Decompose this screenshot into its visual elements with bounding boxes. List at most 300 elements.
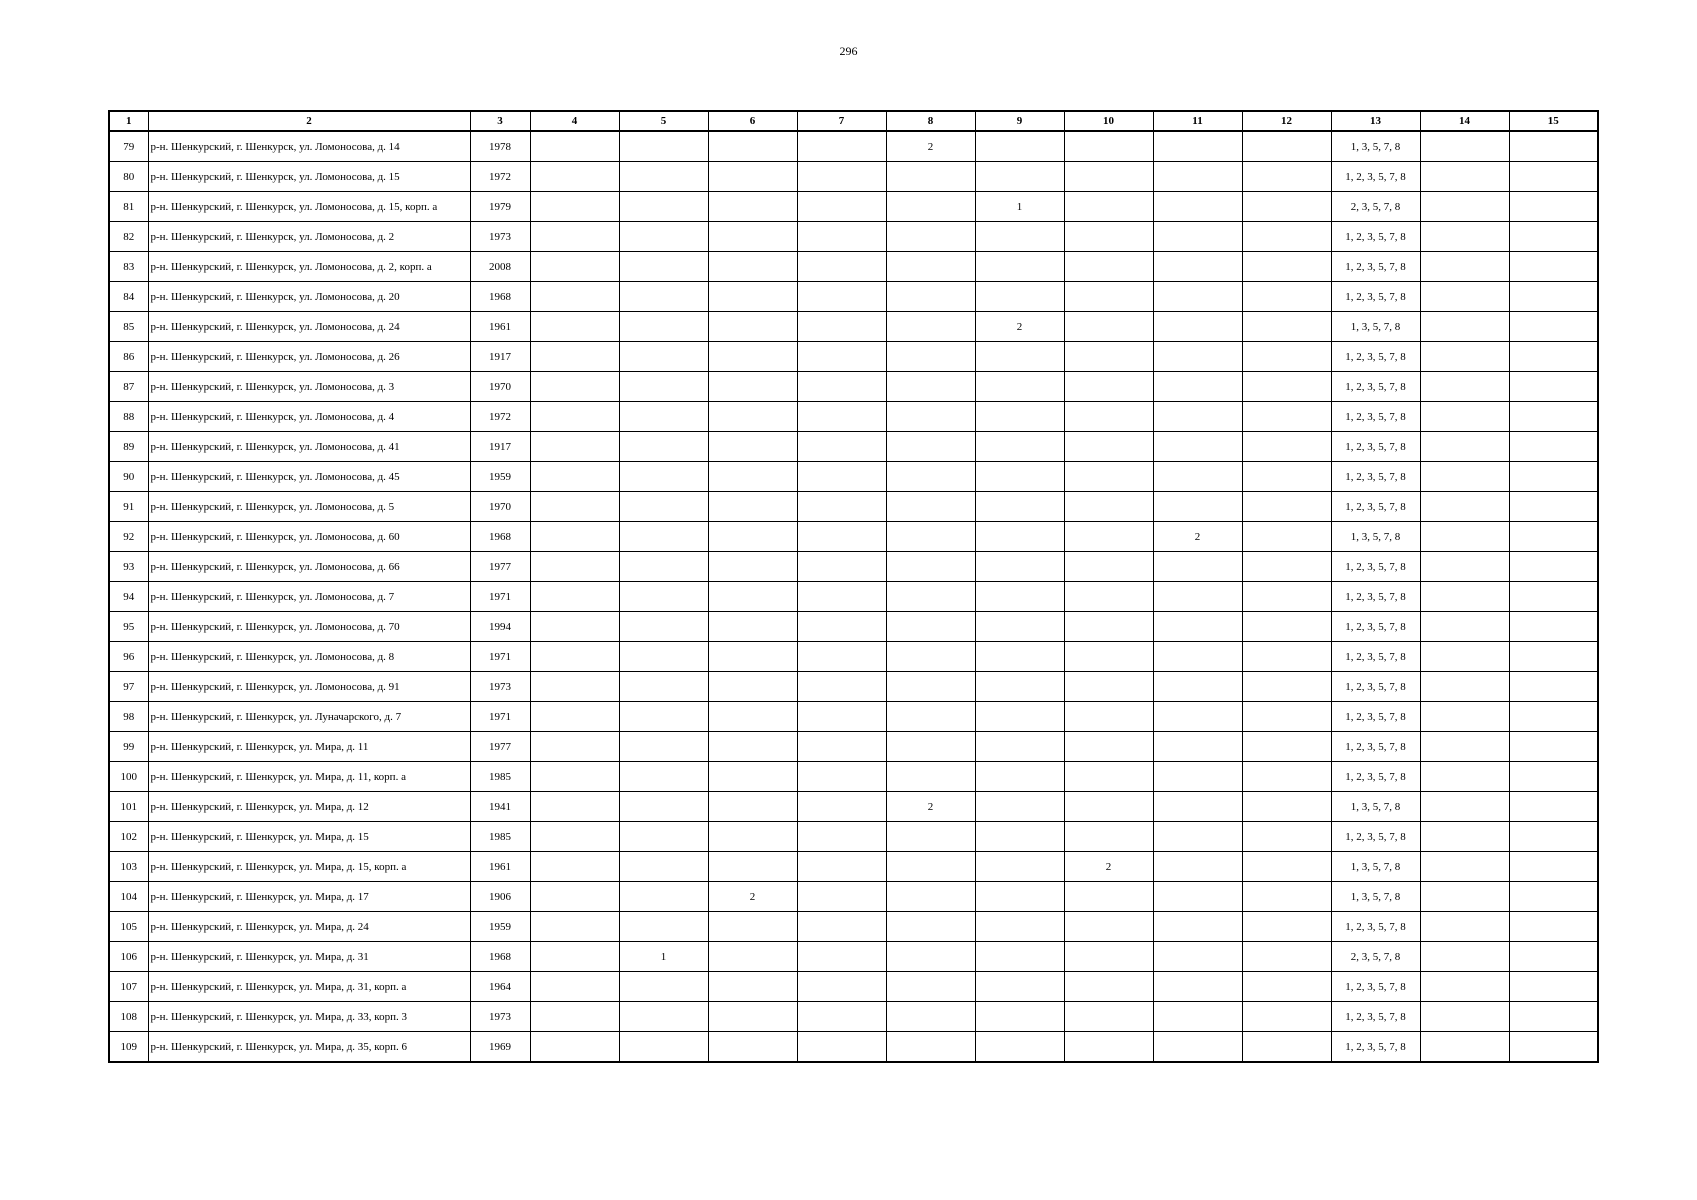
col-10-cell: [1064, 192, 1153, 222]
row-number-cell: 80: [109, 162, 148, 192]
col-12-cell: [1242, 672, 1331, 702]
col-15-cell: [1509, 942, 1598, 972]
col-11-cell: [1153, 162, 1242, 192]
col-14-cell: [1420, 402, 1509, 432]
col-15-cell: [1509, 432, 1598, 462]
col-13-cell: 1, 2, 3, 5, 7, 8: [1331, 762, 1420, 792]
address-cell: р-н. Шенкурский, г. Шенкурск, ул. Ломоносова, д. 4: [148, 402, 470, 432]
col-13-cell: 1, 2, 3, 5, 7, 8: [1331, 822, 1420, 852]
col-13-cell: 1, 2, 3, 5, 7, 8: [1331, 672, 1420, 702]
address-cell: р-н. Шенкурский, г. Шенкурск, ул. Ломоносова, д. 8: [148, 642, 470, 672]
column-header-13: 13: [1331, 111, 1420, 131]
col-4-cell: [530, 522, 619, 552]
col-4-cell: [530, 372, 619, 402]
column-header-7: 7: [797, 111, 886, 131]
col-6-cell: [708, 582, 797, 612]
col-9-cell: [975, 552, 1064, 582]
row-number-cell: 83: [109, 252, 148, 282]
col-15-cell: [1509, 582, 1598, 612]
col-15-cell: [1509, 222, 1598, 252]
col-7-cell: [797, 131, 886, 162]
col-14-cell: [1420, 342, 1509, 372]
col-14-cell: [1420, 1002, 1509, 1032]
row-number-cell: 79: [109, 131, 148, 162]
col-8-cell: [886, 642, 975, 672]
col-10-cell: [1064, 131, 1153, 162]
table-row: [109, 582, 1598, 612]
col-13-cell: 1, 2, 3, 5, 7, 8: [1331, 462, 1420, 492]
col-5-cell: [619, 162, 708, 192]
address-cell: р-н. Шенкурский, г. Шенкурск, ул. Мира, д. 15, корп. а: [148, 852, 470, 882]
col-14-cell: [1420, 582, 1509, 612]
col-11-cell: [1153, 192, 1242, 222]
year-built-cell: 1985: [470, 822, 530, 852]
col-8-cell: [886, 522, 975, 552]
col-4-cell: [530, 131, 619, 162]
year-built-cell: 1961: [470, 312, 530, 342]
col-12-cell: [1242, 612, 1331, 642]
col-7-cell: [797, 252, 886, 282]
col-12-cell: [1242, 312, 1331, 342]
table-row: [109, 942, 1598, 972]
col-11-cell: [1153, 462, 1242, 492]
col-4-cell: [530, 402, 619, 432]
col-8-cell: [886, 882, 975, 912]
col-10-cell: [1064, 942, 1153, 972]
table-row: [109, 792, 1598, 822]
col-15-cell: [1509, 612, 1598, 642]
row-number-cell: 96: [109, 642, 148, 672]
year-built-cell: 1968: [470, 522, 530, 552]
col-8-cell: [886, 732, 975, 762]
year-built-cell: 1917: [470, 432, 530, 462]
col-15-cell: [1509, 462, 1598, 492]
col-8-cell: [886, 942, 975, 972]
col-13-cell: 1, 2, 3, 5, 7, 8: [1331, 972, 1420, 1002]
col-5-cell: [619, 402, 708, 432]
col-7-cell: [797, 312, 886, 342]
col-9-cell: [975, 582, 1064, 612]
col-10-cell: [1064, 432, 1153, 462]
col-6-cell: [708, 432, 797, 462]
address-cell: р-н. Шенкурский, г. Шенкурск, ул. Ломоносова, д. 26: [148, 342, 470, 372]
col-6-cell: [708, 492, 797, 522]
col-15-cell: [1509, 492, 1598, 522]
year-built-cell: 1971: [470, 582, 530, 612]
col-6-cell: [708, 131, 797, 162]
row-number-cell: 102: [109, 822, 148, 852]
col-5-cell: [619, 792, 708, 822]
year-built-cell: 1973: [470, 1002, 530, 1032]
col-5-cell: [619, 612, 708, 642]
table-row: [109, 672, 1598, 702]
col-4-cell: [530, 252, 619, 282]
col-12-cell: [1242, 942, 1331, 972]
address-cell: р-н. Шенкурский, г. Шенкурск, ул. Мира, д. 31: [148, 942, 470, 972]
col-10-cell: [1064, 492, 1153, 522]
row-number-cell: 108: [109, 1002, 148, 1032]
address-cell: р-н. Шенкурский, г. Шенкурск, ул. Мира, д. 11, корп. а: [148, 762, 470, 792]
col-15-cell: [1509, 732, 1598, 762]
col-12-cell: [1242, 792, 1331, 822]
col-14-cell: [1420, 252, 1509, 282]
col-6-cell: [708, 1002, 797, 1032]
column-header-3: 3: [470, 111, 530, 131]
col-5-cell: [619, 882, 708, 912]
col-10-cell: [1064, 882, 1153, 912]
col-8-cell: [886, 342, 975, 372]
col-4-cell: [530, 642, 619, 672]
col-12-cell: [1242, 732, 1331, 762]
col-14-cell: [1420, 912, 1509, 942]
col-11-cell: [1153, 852, 1242, 882]
col-4-cell: [530, 972, 619, 1002]
col-5-cell: [619, 822, 708, 852]
col-6-cell: [708, 852, 797, 882]
col-9-cell: [975, 642, 1064, 672]
row-number-cell: 87: [109, 372, 148, 402]
col-6-cell: [708, 702, 797, 732]
col-9-cell: [975, 912, 1064, 942]
col-11-cell: [1153, 312, 1242, 342]
col-10-cell: [1064, 312, 1153, 342]
col-14-cell: [1420, 792, 1509, 822]
table-row: [109, 1002, 1598, 1032]
col-10-cell: [1064, 402, 1153, 432]
col-4-cell: [530, 792, 619, 822]
table-body: [109, 131, 1598, 1062]
col-8-cell: [886, 432, 975, 462]
row-number-cell: 93: [109, 552, 148, 582]
col-15-cell: [1509, 192, 1598, 222]
col-15-cell: [1509, 402, 1598, 432]
col-11-cell: [1153, 432, 1242, 462]
col-14-cell: [1420, 882, 1509, 912]
col-4-cell: [530, 732, 619, 762]
col-14-cell: [1420, 552, 1509, 582]
col-5-cell: [619, 912, 708, 942]
col-8-cell: 2: [886, 131, 975, 162]
col-9-cell: 2: [975, 312, 1064, 342]
col-15-cell: [1509, 282, 1598, 312]
row-number-cell: 85: [109, 312, 148, 342]
table-row: [109, 162, 1598, 192]
col-8-cell: [886, 702, 975, 732]
col-14-cell: [1420, 822, 1509, 852]
address-cell: р-н. Шенкурский, г. Шенкурск, ул. Ломоносова, д. 15: [148, 162, 470, 192]
col-9-cell: [975, 942, 1064, 972]
year-built-cell: 1979: [470, 192, 530, 222]
col-13-cell: 1, 2, 3, 5, 7, 8: [1331, 732, 1420, 762]
col-13-cell: 1, 2, 3, 5, 7, 8: [1331, 162, 1420, 192]
address-cell: р-н. Шенкурский, г. Шенкурск, ул. Мира, д. 24: [148, 912, 470, 942]
col-15-cell: [1509, 131, 1598, 162]
col-11-cell: [1153, 822, 1242, 852]
year-built-cell: 1973: [470, 672, 530, 702]
col-6-cell: [708, 642, 797, 672]
col-7-cell: [797, 432, 886, 462]
col-9-cell: [975, 672, 1064, 702]
row-number-cell: 106: [109, 942, 148, 972]
address-cell: р-н. Шенкурский, г. Шенкурск, ул. Ломоносова, д. 2, корп. а: [148, 252, 470, 282]
table-row: [109, 852, 1598, 882]
col-11-cell: [1153, 882, 1242, 912]
col-8-cell: [886, 282, 975, 312]
row-number-cell: 99: [109, 732, 148, 762]
col-12-cell: [1242, 252, 1331, 282]
col-8-cell: [886, 372, 975, 402]
year-built-cell: 1961: [470, 852, 530, 882]
col-4-cell: [530, 552, 619, 582]
address-cell: р-н. Шенкурский, г. Шенкурск, ул. Ломоносова, д. 7: [148, 582, 470, 612]
col-4-cell: [530, 822, 619, 852]
col-15-cell: [1509, 372, 1598, 402]
row-number-cell: 90: [109, 462, 148, 492]
table-row: [109, 1032, 1598, 1063]
col-11-cell: [1153, 942, 1242, 972]
col-12-cell: [1242, 222, 1331, 252]
col-5-cell: [619, 432, 708, 462]
col-4-cell: [530, 852, 619, 882]
col-4-cell: [530, 762, 619, 792]
col-13-cell: 1, 3, 5, 7, 8: [1331, 792, 1420, 822]
table-row: [109, 702, 1598, 732]
table-row: [109, 402, 1598, 432]
col-11-cell: [1153, 672, 1242, 702]
col-11-cell: [1153, 1032, 1242, 1063]
col-15-cell: [1509, 1032, 1598, 1063]
column-header-9: 9: [975, 111, 1064, 131]
table-row: [109, 912, 1598, 942]
col-14-cell: [1420, 1032, 1509, 1063]
col-13-cell: 1, 2, 3, 5, 7, 8: [1331, 342, 1420, 372]
col-7-cell: [797, 732, 886, 762]
col-10-cell: [1064, 462, 1153, 492]
col-4-cell: [530, 432, 619, 462]
col-6-cell: [708, 1032, 797, 1063]
table-row: [109, 131, 1598, 162]
col-15-cell: [1509, 1002, 1598, 1032]
table-row: [109, 462, 1598, 492]
col-8-cell: [886, 222, 975, 252]
col-4-cell: [530, 882, 619, 912]
col-8-cell: [886, 1032, 975, 1063]
col-11-cell: [1153, 972, 1242, 1002]
col-9-cell: 1: [975, 192, 1064, 222]
col-10-cell: [1064, 972, 1153, 1002]
col-10-cell: [1064, 822, 1153, 852]
col-8-cell: [886, 402, 975, 432]
col-15-cell: [1509, 552, 1598, 582]
address-cell: р-н. Шенкурский, г. Шенкурск, ул. Ломоносова, д. 2: [148, 222, 470, 252]
column-header-6: 6: [708, 111, 797, 131]
col-12-cell: [1242, 131, 1331, 162]
col-7-cell: [797, 672, 886, 702]
col-12-cell: [1242, 522, 1331, 552]
column-header-5: 5: [619, 111, 708, 131]
address-cell: р-н. Шенкурский, г. Шенкурск, ул. Ломоносова, д. 60: [148, 522, 470, 552]
col-10-cell: [1064, 522, 1153, 552]
col-14-cell: [1420, 492, 1509, 522]
year-built-cell: 1985: [470, 762, 530, 792]
column-header-15: 15: [1509, 111, 1598, 131]
col-9-cell: [975, 462, 1064, 492]
col-6-cell: [708, 192, 797, 222]
col-13-cell: 1, 2, 3, 5, 7, 8: [1331, 402, 1420, 432]
col-12-cell: [1242, 1032, 1331, 1063]
col-9-cell: [975, 972, 1064, 1002]
col-10-cell: [1064, 222, 1153, 252]
year-built-cell: 1959: [470, 462, 530, 492]
col-4-cell: [530, 462, 619, 492]
col-8-cell: [886, 972, 975, 1002]
col-7-cell: [797, 222, 886, 252]
col-14-cell: [1420, 131, 1509, 162]
col-13-cell: 1, 3, 5, 7, 8: [1331, 522, 1420, 552]
col-5-cell: [619, 1032, 708, 1063]
row-number-cell: 88: [109, 402, 148, 432]
col-5-cell: [619, 192, 708, 222]
address-cell: р-н. Шенкурский, г. Шенкурск, ул. Ломоносова, д. 66: [148, 552, 470, 582]
table-row: [109, 492, 1598, 522]
col-12-cell: [1242, 192, 1331, 222]
col-8-cell: [886, 822, 975, 852]
column-header-2: 2: [148, 111, 470, 131]
col-12-cell: [1242, 282, 1331, 312]
address-cell: р-н. Шенкурский, г. Шенкурск, ул. Ломоносова, д. 15, корп. а: [148, 192, 470, 222]
column-header-14: 14: [1420, 111, 1509, 131]
col-5-cell: [619, 732, 708, 762]
col-13-cell: 1, 2, 3, 5, 7, 8: [1331, 282, 1420, 312]
col-11-cell: [1153, 222, 1242, 252]
row-number-cell: 104: [109, 882, 148, 912]
col-5-cell: [619, 522, 708, 552]
col-7-cell: [797, 852, 886, 882]
col-6-cell: 2: [708, 882, 797, 912]
col-5-cell: [619, 762, 708, 792]
col-8-cell: [886, 852, 975, 882]
col-13-cell: 1, 2, 3, 5, 7, 8: [1331, 702, 1420, 732]
col-5-cell: [619, 582, 708, 612]
col-8-cell: 2: [886, 792, 975, 822]
col-13-cell: 1, 2, 3, 5, 7, 8: [1331, 1032, 1420, 1063]
col-10-cell: [1064, 552, 1153, 582]
row-number-cell: 94: [109, 582, 148, 612]
col-5-cell: [619, 1002, 708, 1032]
address-cell: р-н. Шенкурский, г. Шенкурск, ул. Мира, д. 35, корп. 6: [148, 1032, 470, 1063]
col-9-cell: [975, 432, 1064, 462]
address-cell: р-н. Шенкурский, г. Шенкурск, ул. Мира, д. 12: [148, 792, 470, 822]
col-5-cell: [619, 282, 708, 312]
col-6-cell: [708, 822, 797, 852]
address-cell: р-н. Шенкурский, г. Шенкурск, ул. Ломоносова, д. 20: [148, 282, 470, 312]
col-4-cell: [530, 582, 619, 612]
col-11-cell: [1153, 552, 1242, 582]
col-13-cell: 1, 2, 3, 5, 7, 8: [1331, 612, 1420, 642]
col-6-cell: [708, 732, 797, 762]
col-11-cell: [1153, 131, 1242, 162]
col-4-cell: [530, 672, 619, 702]
row-number-cell: 98: [109, 702, 148, 732]
table-row: [109, 612, 1598, 642]
col-6-cell: [708, 312, 797, 342]
col-11-cell: [1153, 252, 1242, 282]
table-row: [109, 372, 1598, 402]
col-9-cell: [975, 1032, 1064, 1063]
year-built-cell: 1970: [470, 372, 530, 402]
col-13-cell: 1, 2, 3, 5, 7, 8: [1331, 252, 1420, 282]
col-15-cell: [1509, 162, 1598, 192]
col-7-cell: [797, 462, 886, 492]
year-built-cell: 1968: [470, 942, 530, 972]
col-9-cell: [975, 131, 1064, 162]
col-13-cell: 1, 2, 3, 5, 7, 8: [1331, 912, 1420, 942]
col-10-cell: [1064, 792, 1153, 822]
year-built-cell: 1971: [470, 702, 530, 732]
col-12-cell: [1242, 882, 1331, 912]
col-13-cell: 1, 2, 3, 5, 7, 8: [1331, 552, 1420, 582]
col-10-cell: [1064, 702, 1153, 732]
col-8-cell: [886, 462, 975, 492]
col-4-cell: [530, 492, 619, 522]
table-row: [109, 342, 1598, 372]
col-9-cell: [975, 1002, 1064, 1032]
col-7-cell: [797, 522, 886, 552]
table-row: [109, 432, 1598, 462]
col-12-cell: [1242, 822, 1331, 852]
col-14-cell: [1420, 642, 1509, 672]
col-9-cell: [975, 732, 1064, 762]
col-9-cell: [975, 342, 1064, 372]
col-14-cell: [1420, 462, 1509, 492]
col-12-cell: [1242, 432, 1331, 462]
table-row: [109, 822, 1598, 852]
row-number-cell: 81: [109, 192, 148, 222]
col-14-cell: [1420, 162, 1509, 192]
col-4-cell: [530, 162, 619, 192]
row-number-cell: 109: [109, 1032, 148, 1063]
address-cell: р-н. Шенкурский, г. Шенкурск, ул. Мира, д. 31, корп. а: [148, 972, 470, 1002]
col-9-cell: [975, 282, 1064, 312]
col-10-cell: [1064, 732, 1153, 762]
address-cell: р-н. Шенкурский, г. Шенкурск, ул. Мира, д. 11: [148, 732, 470, 762]
col-8-cell: [886, 252, 975, 282]
col-5-cell: [619, 702, 708, 732]
year-built-cell: 1972: [470, 162, 530, 192]
address-cell: р-н. Шенкурский, г. Шенкурск, ул. Мира, д. 17: [148, 882, 470, 912]
col-9-cell: [975, 372, 1064, 402]
col-9-cell: [975, 612, 1064, 642]
col-9-cell: [975, 882, 1064, 912]
col-6-cell: [708, 222, 797, 252]
col-10-cell: [1064, 282, 1153, 312]
address-cell: р-н. Шенкурский, г. Шенкурск, ул. Ломоносова, д. 14: [148, 131, 470, 162]
col-15-cell: [1509, 672, 1598, 702]
year-built-cell: 1970: [470, 492, 530, 522]
col-13-cell: 1, 2, 3, 5, 7, 8: [1331, 222, 1420, 252]
col-11-cell: [1153, 912, 1242, 942]
col-13-cell: 1, 3, 5, 7, 8: [1331, 852, 1420, 882]
year-built-cell: 1968: [470, 282, 530, 312]
col-14-cell: [1420, 972, 1509, 1002]
col-8-cell: [886, 552, 975, 582]
col-6-cell: [708, 912, 797, 942]
col-12-cell: [1242, 912, 1331, 942]
col-10-cell: [1064, 252, 1153, 282]
year-built-cell: 1978: [470, 131, 530, 162]
col-7-cell: [797, 192, 886, 222]
col-10-cell: [1064, 342, 1153, 372]
